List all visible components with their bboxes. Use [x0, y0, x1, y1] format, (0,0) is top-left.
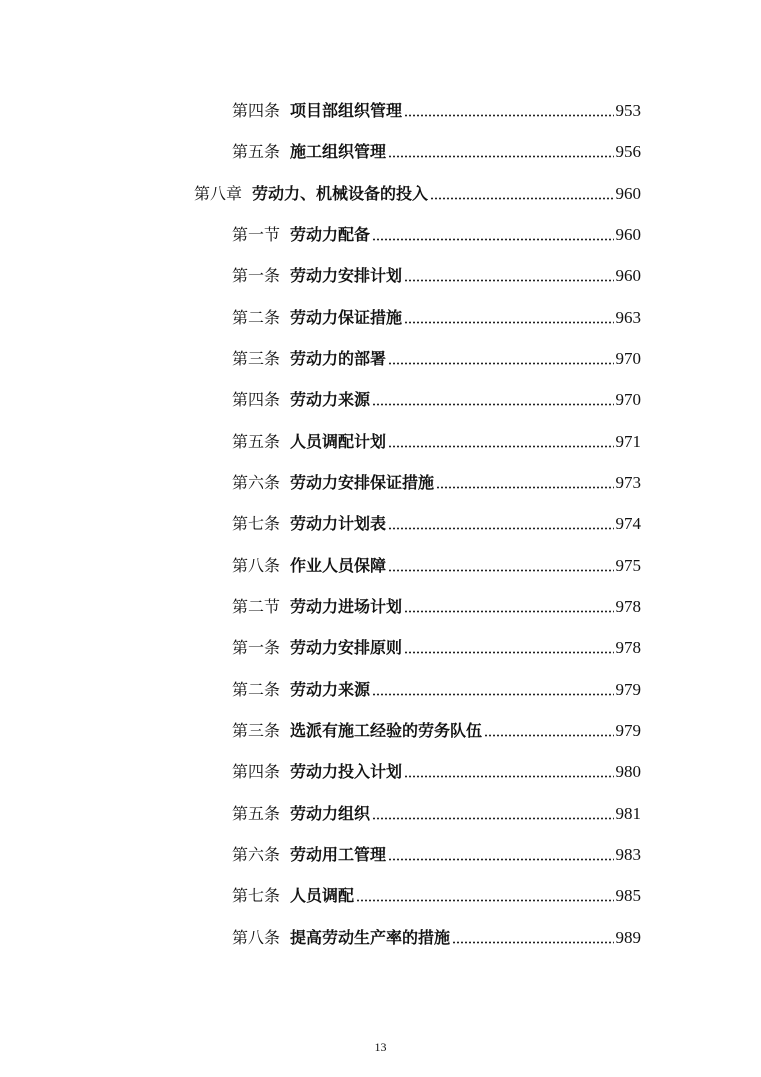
dot-leader [484, 734, 613, 737]
toc-entry-page: 983 [615, 845, 641, 864]
toc-entry-title: 劳动力配备 [290, 225, 371, 244]
toc-entry-page: 980 [615, 762, 641, 781]
toc-entry-number: 第六条 [232, 845, 281, 864]
dot-leader [404, 651, 613, 654]
toc-entry-number: 第五条 [232, 142, 281, 161]
toc-entry[interactable] [232, 882, 641, 906]
toc-entry-title: 劳动力安排保证措施 [290, 473, 435, 492]
toc-entry-page: 979 [615, 680, 641, 699]
toc-entry-page: 971 [615, 432, 641, 451]
dot-leader [404, 321, 613, 324]
toc-entry-title: 项目部组织管理 [290, 101, 403, 120]
dot-leader [388, 155, 613, 158]
toc-entry-title: 选派有施工经验的劳务队伍 [290, 721, 483, 740]
toc-entry-title: 劳动力计划表 [290, 514, 387, 533]
toc-entry-title: 提高劳动生产率的措施 [290, 928, 451, 947]
toc-entry-page: 989 [615, 928, 641, 947]
dot-leader [372, 403, 613, 406]
toc-entry-number: 第二条 [232, 308, 281, 327]
toc-entry-title: 作业人员保障 [290, 556, 387, 575]
toc-entry[interactable] [232, 138, 641, 162]
toc-entry-title: 劳动力来源 [290, 680, 371, 699]
dot-leader [404, 610, 613, 613]
toc-entry-page: 985 [615, 886, 641, 905]
toc-entry-page: 978 [615, 638, 641, 657]
toc-entry[interactable] [232, 510, 641, 534]
toc-entry-title: 劳动用工管理 [290, 845, 387, 864]
toc-entry-page: 979 [615, 721, 641, 740]
toc-entry-title: 劳动力安排计划 [290, 266, 403, 285]
toc-entry-number: 第一条 [232, 266, 281, 285]
toc-entry-title: 人员调配 [290, 886, 355, 905]
toc-entry[interactable] [232, 758, 641, 782]
toc-entry[interactable] [232, 345, 641, 369]
dot-leader [372, 693, 613, 696]
dot-leader [404, 279, 613, 282]
toc-entry[interactable] [232, 634, 641, 658]
toc-entry-number: 第五条 [232, 804, 281, 823]
dot-leader [372, 817, 613, 820]
toc-entry-page: 970 [615, 390, 641, 409]
dot-leader [404, 775, 613, 778]
toc-entry[interactable] [232, 386, 641, 410]
toc-entry-page: 970 [615, 349, 641, 368]
dot-leader [388, 527, 613, 530]
toc-entry-page: 956 [615, 142, 641, 161]
toc-entry-title: 劳动力保证措施 [290, 308, 403, 327]
toc-entry[interactable] [232, 262, 641, 286]
dot-leader [388, 569, 613, 572]
toc-entry-number: 第八条 [232, 928, 281, 947]
toc-entry[interactable] [232, 717, 641, 741]
toc-entry-number: 第五条 [232, 432, 281, 451]
toc-entry-number: 第八章 [194, 184, 243, 203]
toc-entry-number: 第七条 [232, 886, 281, 905]
toc-entry-page: 981 [615, 804, 641, 823]
toc-entry-page: 960 [615, 184, 641, 203]
toc-entry-page: 963 [615, 308, 641, 327]
toc-entry-number: 第七条 [232, 514, 281, 533]
toc-entry-page: 973 [615, 473, 641, 492]
toc-entry-page: 974 [615, 514, 641, 533]
toc-entry-number: 第一节 [232, 225, 281, 244]
toc-entry-title: 劳动力的部署 [290, 349, 387, 368]
toc-entry-title: 施工组织管理 [290, 142, 387, 161]
toc-entry[interactable] [232, 924, 641, 948]
toc-entry[interactable] [232, 97, 641, 121]
dot-leader [452, 941, 613, 944]
dot-leader [388, 858, 613, 861]
toc-entry-number: 第三条 [232, 349, 281, 368]
toc-entry-title: 劳动力进场计划 [290, 597, 403, 616]
toc-entry-title: 劳动力安排原则 [290, 638, 403, 657]
toc-entry-number: 第八条 [232, 556, 281, 575]
dot-leader [436, 486, 613, 489]
page-footer-number: 13 [374, 1040, 387, 1054]
toc-entry-number: 第四条 [232, 101, 281, 120]
dot-leader [388, 362, 613, 365]
toc-entry[interactable] [232, 841, 641, 865]
toc-entry-number: 第四条 [232, 762, 281, 781]
toc-entry-page: 975 [615, 556, 641, 575]
dot-leader [430, 197, 613, 200]
dot-leader [388, 445, 613, 448]
dot-leader [404, 114, 613, 117]
toc-entry-title: 人员调配计划 [290, 432, 387, 451]
dot-leader [356, 899, 613, 902]
toc-entry-number: 第二条 [232, 680, 281, 699]
toc-entry[interactable] [232, 593, 641, 617]
toc-entry[interactable] [232, 428, 641, 452]
toc-entry-title: 劳动力、机械设备的投入 [252, 184, 429, 203]
toc-entry[interactable] [232, 221, 641, 245]
toc-entry-number: 第四条 [232, 390, 281, 409]
toc-entry-number: 第一条 [232, 638, 281, 657]
toc-entry[interactable] [232, 676, 641, 700]
toc-entry-page: 978 [615, 597, 641, 616]
toc-entry[interactable] [232, 304, 641, 328]
toc-entry-number: 第三条 [232, 721, 281, 740]
toc-entry-title: 劳动力组织 [290, 804, 371, 823]
toc-entry-page: 960 [615, 266, 641, 285]
toc-entry-number: 第六条 [232, 473, 281, 492]
toc-entry-title: 劳动力来源 [290, 390, 371, 409]
toc-entry-chapter[interactable] [194, 180, 641, 204]
dot-leader [372, 238, 613, 241]
toc-entry-page: 960 [615, 225, 641, 244]
toc-entry-title: 劳动力投入计划 [290, 762, 403, 781]
toc-entry[interactable] [232, 800, 641, 824]
toc-entry[interactable] [232, 552, 641, 576]
toc-entry[interactable] [232, 469, 641, 493]
toc-entry-page: 953 [615, 101, 641, 120]
toc-entry-number: 第二节 [232, 597, 281, 616]
